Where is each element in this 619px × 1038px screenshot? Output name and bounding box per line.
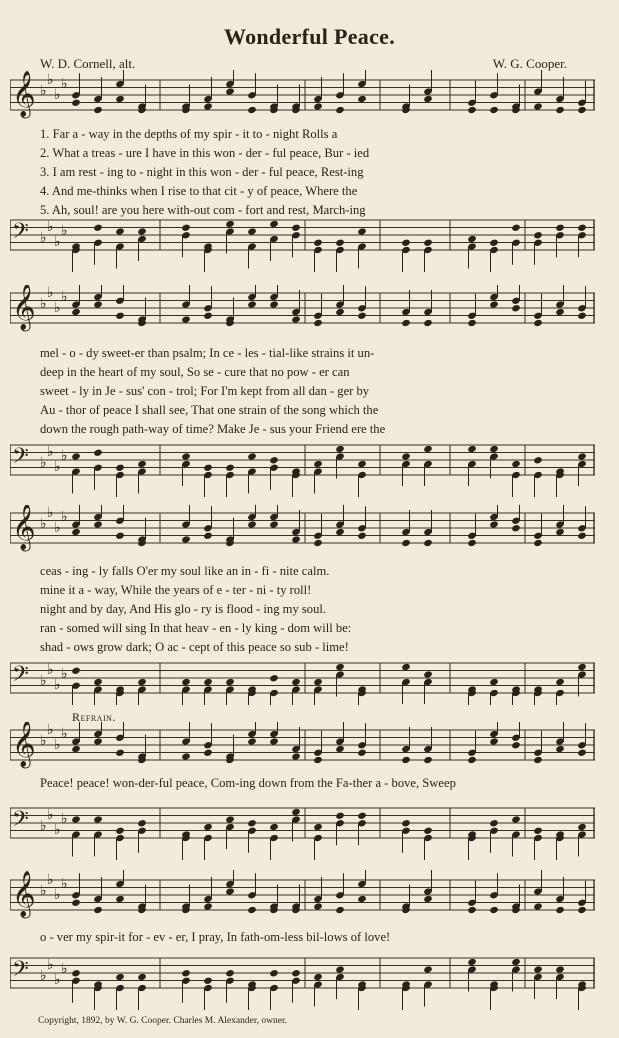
flat-icon: ♭: [40, 818, 47, 834]
flat-icon: ♭: [54, 520, 61, 536]
flat-icon: ♭: [61, 726, 68, 742]
note-head: [181, 452, 191, 460]
note-head: [71, 452, 81, 460]
note-head: [335, 445, 345, 453]
note-head: [225, 220, 235, 228]
note-head: [577, 663, 587, 671]
note-head: [225, 969, 235, 977]
note-head: [357, 460, 367, 468]
lyric-line: 5. Ah, soul! are you here with-out com - fort and rest, March-ing: [40, 203, 366, 217]
lyric-line: sweet - ly in Je - sus' con - trol; For I'm kept from all dan - ger by: [40, 384, 370, 398]
note-head: [335, 239, 345, 247]
note-head: [93, 224, 103, 232]
treble-clef-icon: 𝄞: [12, 505, 36, 550]
flat-icon: ♭: [61, 289, 68, 305]
note-head: [181, 678, 191, 686]
flat-icon: ♭: [40, 230, 47, 246]
flat-icon: ♭: [47, 285, 54, 301]
flat-icon: ♭: [47, 662, 54, 678]
note-head: [357, 227, 367, 235]
note-head: [511, 224, 521, 232]
note-head: [401, 663, 411, 671]
note-head: [401, 452, 411, 460]
note-head: [489, 239, 499, 247]
flat-icon: ♭: [47, 505, 54, 521]
bass-clef-icon: 𝄢: [12, 662, 29, 692]
note-head: [71, 969, 81, 977]
note-head: [401, 819, 411, 827]
flat-icon: ♭: [54, 300, 61, 316]
treble-clef-icon: 𝄞: [12, 722, 36, 767]
note-head: [225, 678, 235, 686]
note-head: [137, 460, 147, 468]
lyric-line: 4. And me-thinks when I rise to that cit - y of peace, Where the: [40, 184, 358, 198]
music-system-4: [10, 722, 595, 882]
note-head: [467, 445, 477, 453]
note-head: [313, 460, 323, 468]
note-head: [203, 977, 213, 985]
note-head: [335, 965, 345, 973]
hymn-title: Wonderful Peace.: [224, 24, 395, 49]
flat-icon: ♭: [61, 223, 68, 239]
note-head: [577, 452, 587, 460]
flat-icon: ♭: [54, 677, 61, 693]
note-head: [225, 464, 235, 472]
lyric-line: mel - o - dy sweet-er than psalm; In ce - les - tial-like strains it un-: [40, 346, 375, 360]
note-head: [269, 674, 279, 682]
note-head: [247, 452, 257, 460]
note-head: [291, 224, 301, 232]
lyric-line: Peace! peace! won-der-ful peace, Com-ing down from the Fa-ther a - bove, Sweep: [40, 776, 456, 790]
note-head: [225, 815, 235, 823]
treble-clef-icon: 𝄞: [12, 71, 36, 117]
note-head: [291, 969, 301, 977]
note-head: [313, 239, 323, 247]
flat-icon: ♭: [61, 76, 68, 92]
note-head: [137, 227, 147, 235]
lyric-line: ran - somed will sing In that heav - en - ly king - dom will be:: [40, 621, 352, 635]
note-head: [511, 815, 521, 823]
note-head: [555, 224, 565, 232]
note-head: [577, 823, 587, 831]
flat-icon: ♭: [61, 961, 68, 977]
composer-credit: W. G. Cooper.: [492, 56, 567, 71]
flat-icon: ♭: [47, 957, 54, 973]
note-head: [423, 827, 433, 835]
note-head: [247, 227, 257, 235]
note-head: [511, 460, 521, 468]
note-head: [203, 823, 213, 831]
flat-icon: ♭: [47, 72, 54, 88]
flat-icon: ♭: [40, 673, 47, 689]
note-head: [467, 958, 477, 966]
note-head: [115, 973, 125, 981]
lyric-line: Au - thor of peace I shall see, That one strain of the song which the: [40, 403, 379, 417]
lyric-line: down the rough path-way of time? Make Je - sus your Friend ere the: [40, 422, 386, 436]
flat-icon: ♭: [54, 972, 61, 988]
note-head: [423, 965, 433, 973]
note-head: [533, 827, 543, 835]
note-head: [181, 224, 191, 232]
note-head: [313, 823, 323, 831]
note-head: [423, 445, 433, 453]
flat-icon: ♭: [54, 822, 61, 838]
flat-icon: ♭: [61, 811, 68, 827]
note-head: [313, 678, 323, 686]
note-head: [423, 670, 433, 678]
note-head: [115, 227, 125, 235]
note-head: [555, 678, 565, 686]
note-head: [423, 239, 433, 247]
note-head: [291, 678, 301, 686]
note-head: [93, 449, 103, 457]
lyric-line: 2. What a treas - ure I have in this won - der - ful peace, Bur - ied: [40, 146, 370, 160]
flat-icon: ♭: [54, 459, 61, 475]
note-head: [313, 973, 323, 981]
flat-icon: ♭: [40, 516, 47, 532]
flat-icon: ♭: [61, 509, 68, 525]
note-head: [269, 220, 279, 228]
flat-icon: ♭: [61, 448, 68, 464]
flat-icon: ♭: [40, 296, 47, 312]
note-head: [115, 464, 125, 472]
flat-icon: ♭: [40, 968, 47, 984]
note-head: [93, 678, 103, 686]
note-head: [115, 827, 125, 835]
flat-icon: ♭: [54, 234, 61, 250]
flat-icon: ♭: [40, 455, 47, 471]
note-head: [137, 678, 147, 686]
note-head: [555, 965, 565, 973]
note-head: [401, 239, 411, 247]
note-head: [203, 678, 213, 686]
bass-clef-icon: 𝄢: [12, 957, 29, 987]
flat-icon: ♭: [47, 807, 54, 823]
refrain-label: Refrain.: [72, 710, 116, 724]
bass-clef-icon: 𝄢: [12, 444, 29, 474]
lyric-line: deep in the heart of my soul, So se - cure that no pow - er can: [40, 365, 350, 379]
note-head: [93, 815, 103, 823]
note-head: [269, 823, 279, 831]
flat-icon: ♭: [61, 666, 68, 682]
note-head: [291, 808, 301, 816]
flat-icon: ♭: [40, 883, 47, 899]
flat-icon: ♭: [47, 722, 54, 738]
flat-icon: ♭: [54, 737, 61, 753]
note-head: [335, 663, 345, 671]
flat-icon: ♭: [54, 887, 61, 903]
flat-icon: ♭: [40, 733, 47, 749]
note-head: [489, 445, 499, 453]
copyright-notice: Copyright, 1892, by W. G. Cooper. Charles M. Alexander, owner.: [38, 1016, 287, 1026]
lyric-line: 3. I am rest - ing to - night in this won - der - ful peace, Rest-ing: [40, 165, 364, 179]
lyric-line: 1. Far a - way in the depths of my spir - it to - night Rolls a: [40, 127, 338, 141]
note-head: [533, 456, 543, 464]
lyric-line: shad - ows grow dark; O ac - cept of this peace so sub - lime!: [40, 640, 349, 654]
flat-icon: ♭: [47, 444, 54, 460]
lyric-line: o - ver my spir-it for - ev - er, I pray, In fath-om-less bil-lows of love!: [40, 930, 391, 944]
note-head: [71, 815, 81, 823]
bass-clef-icon: 𝄢: [12, 219, 29, 249]
flat-icon: ♭: [40, 83, 47, 99]
note-head: [247, 819, 257, 827]
treble-clef-icon: 𝄞: [12, 285, 36, 330]
flat-icon: ♭: [47, 872, 54, 888]
bass-staff-4: [10, 722, 595, 882]
note-head: [269, 969, 279, 977]
music-system-5: [10, 870, 595, 1020]
note-head: [489, 819, 499, 827]
lyricist-credit: W. D. Cornell, alt.: [40, 56, 136, 71]
note-head: [577, 224, 587, 232]
flat-icon: ♭: [47, 219, 54, 235]
bass-staff-5: [10, 870, 595, 1020]
note-head: [137, 819, 147, 827]
note-head: [357, 812, 367, 820]
note-head: [467, 235, 477, 243]
bass-clef-icon: 𝄢: [12, 807, 29, 837]
note-head: [533, 965, 543, 973]
note-head: [181, 969, 191, 977]
note-head: [203, 464, 213, 472]
lyric-line: mine it a - way, While the years of e - ter - ni - ty roll!: [40, 583, 312, 597]
flat-icon: ♭: [61, 876, 68, 892]
treble-clef-icon: 𝄞: [12, 871, 36, 917]
flat-icon: ♭: [54, 87, 61, 103]
note-head: [511, 958, 521, 966]
note-head: [71, 667, 81, 675]
note-head: [335, 812, 345, 820]
note-head: [137, 973, 147, 981]
note-head: [533, 231, 543, 239]
lyric-line: night and by day, And His glo - ry is flood - ing my soul.: [40, 602, 327, 616]
note-head: [269, 456, 279, 464]
note-head: [489, 678, 499, 686]
lyric-line: ceas - ing - ly falls O'er my soul like an in - fi - nite calm.: [40, 564, 330, 578]
